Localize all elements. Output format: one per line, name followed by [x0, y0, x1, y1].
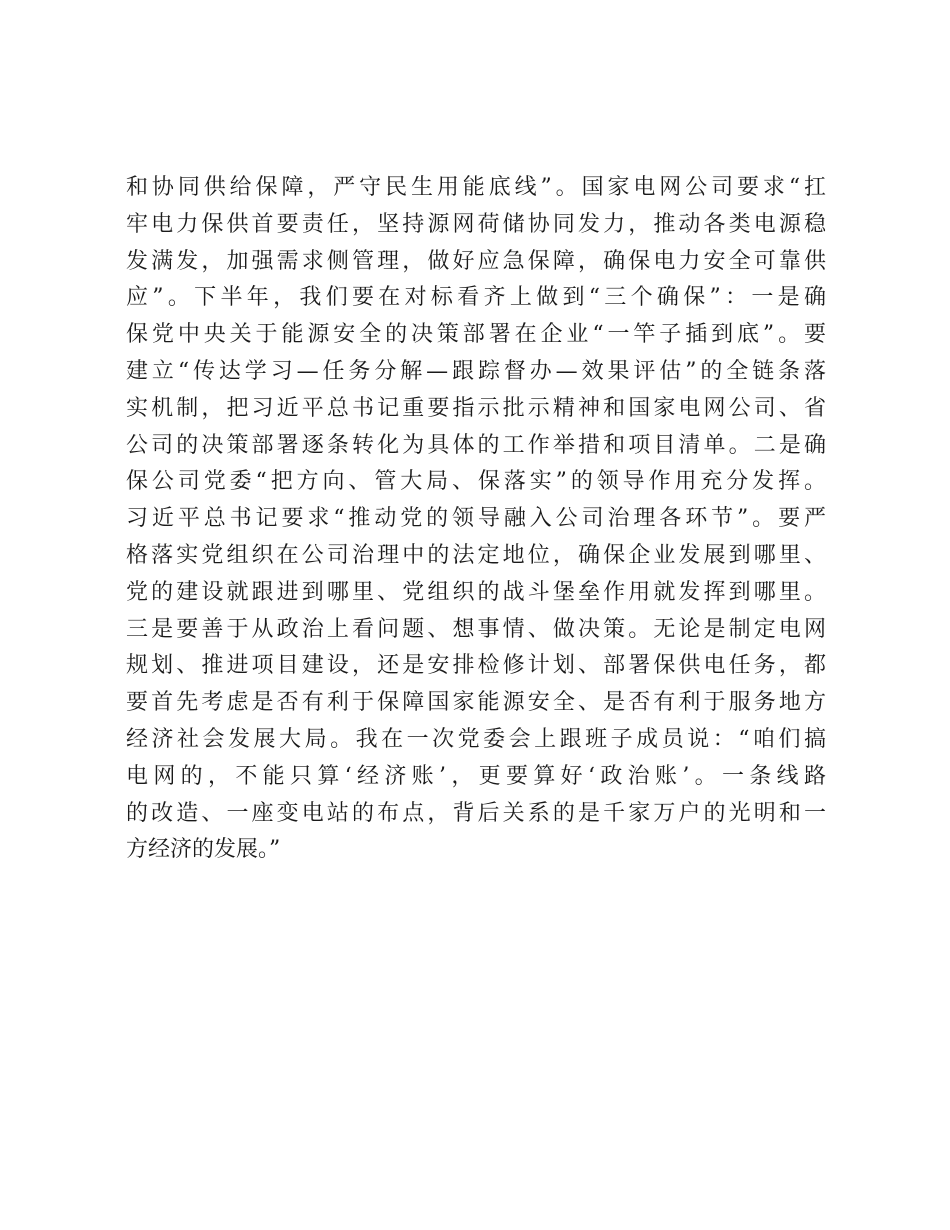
text-line: 发满发，加强需求侧管理，做好应急保障，确保电力安全可靠供	[126, 248, 826, 274]
text-line: 公司的决策部署逐条转化为具体的工作举措和项目清单。二是确	[126, 432, 826, 458]
text-line: 三是要善于从政治上看问题、想事情、做决策。无论是制定电网	[126, 616, 826, 642]
text-line: 牢电力保供首要责任，坚持源网荷储协同发力，推动各类电源稳	[126, 211, 826, 237]
text-line: 方经济的发展。”	[126, 837, 281, 863]
text-line: 建立“传达学习—任务分解—跟踪督办—效果评估”的全链条落	[126, 358, 826, 384]
text-line: 保党中央关于能源安全的决策部署在企业“一竿子插到底”。要	[126, 322, 826, 348]
text-line: 要首先考虑是否有利于保障国家能源安全、是否有利于服务地方	[126, 690, 826, 716]
text-line: 的改造、一座变电站的布点，背后关系的是千家万户的光明和一	[126, 800, 826, 826]
text-line: 实机制，把习近平总书记重要指示批示精神和国家电网公司、省	[126, 395, 826, 421]
text-line: 应”。下半年，我们要在对标看齐上做到“三个确保”：一是确	[126, 285, 826, 311]
text-line: 保公司党委“把方向、管大局、保落实”的领导作用充分发挥。	[126, 469, 826, 495]
text-line: 规划、推进项目建设，还是安排检修计划、部署保供电任务，都	[126, 653, 826, 679]
text-line: 电网的，不能只算‘经济账’，更要算好‘政治账’。一条线路	[126, 763, 826, 789]
text-line: 经济社会发展大局。我在一次党委会上跟班子成员说：“咱们搞	[126, 726, 826, 752]
text-line: 和协同供给保障，严守民生用能底线”。国家电网公司要求“扛	[126, 175, 826, 200]
body-paragraph	[126, 170, 826, 869]
text-line: 党的建设就跟进到哪里、党组织的战斗堡垒作用就发挥到哪里。	[126, 579, 826, 605]
text-line: 习近平总书记要求“推动党的领导融入公司治理各环节”。要严	[126, 506, 826, 532]
text-line: 格落实党组织在公司治理中的法定地位，确保企业发展到哪里、	[126, 542, 826, 568]
